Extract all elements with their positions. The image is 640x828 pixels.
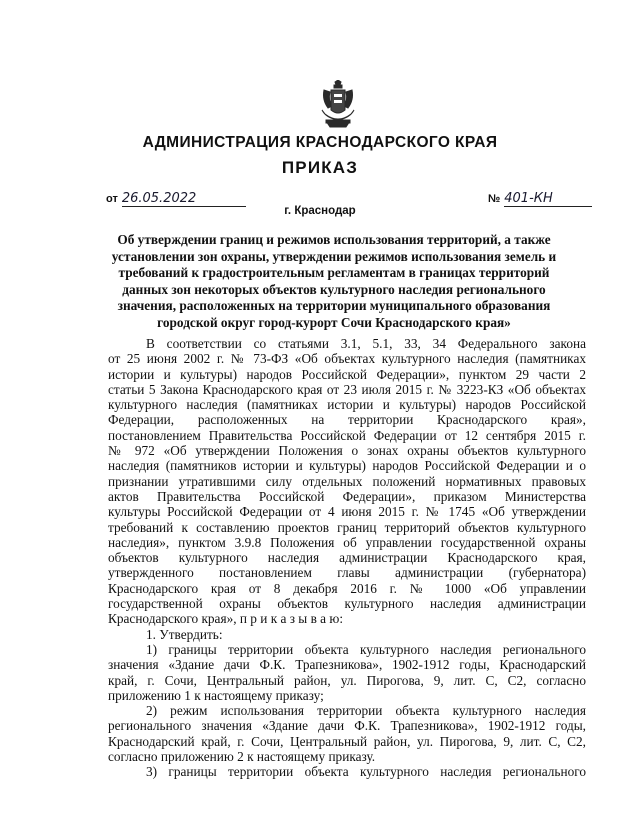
body-line: наследия (памятников истории и культуры) народов Российской Федерации и о (108, 458, 586, 474)
body-line: 1. Утвердить: (146, 626, 223, 642)
organization-name: АДМИНИСТРАЦИЯ КРАСНОДАРСКОГО КРАЯ (142, 134, 498, 151)
body-line: культуры Российской Федерации от 4 июня 2015 г. № 1745 «Об утверждении (108, 504, 586, 520)
body-line: 3) границы территории объекта культурного наследия регионального (146, 764, 586, 780)
body-line: статьи 5 Закона Краснодарского края от 23 июля 2015 г. № 3223-КЗ «Об объектах (108, 381, 586, 397)
body-line: истории и культуры) народов Российской Федерации», пунктом 29 части 2 (108, 366, 586, 382)
body-line: объектов культурного наследия администрации Краснодарского края, (108, 550, 586, 566)
title-line: данных зон некоторых объектов культурного наследия регионального (122, 281, 546, 297)
coat-of-arms-icon (318, 80, 358, 128)
document-body (108, 336, 586, 780)
body-line: Краснодарский край, г. Сочи, Центральный район, ул. Пирогова, 9, лит. С, С2, (108, 733, 586, 749)
number-prefix: № (488, 193, 501, 205)
body-line: край, г. Сочи, Центральный район, ул. Пирогова, 9, лит. С, С2, согласно (108, 672, 586, 688)
number-value: 401-КН (504, 191, 592, 207)
body-line: от 25 июня 2002 г. № 73-ФЗ «Об объектах культурного наследия (памятниках (108, 351, 586, 367)
title-line: значения, расположенных на территории муниципального образования (117, 298, 551, 313)
title-line: требований к градостроительным регламентам в границах территорий (118, 265, 550, 280)
body-line: Краснодарского края», п р и к а з ы в а ю: (108, 611, 344, 627)
body-line: приложению 1 к настоящему приказу; (108, 687, 324, 703)
date-value: 26.05.2022 (122, 191, 246, 207)
body-line: Федерации, расположенных на территории Краснодарского края», (108, 412, 586, 428)
body-line: постановлением Правительства Российской Федерации от 12 сентября 2015 г. (108, 427, 586, 443)
body-line: согласно приложению 2 к настоящему приказу. (108, 749, 376, 765)
body-line: культурного наследия (памятниках истории и культуры) народов Российской (108, 397, 586, 413)
body-line: 2) режим использования территории объекта культурного наследия (146, 703, 586, 719)
title-line: городской округ город-курорт Сочи Краснодарского края» (157, 314, 511, 330)
document-title (108, 232, 560, 331)
body-line: наследия», пунктом 3.9.8 Положения об управлении государственной охраны (108, 534, 586, 550)
body-line: 1) границы территории объекта культурного наследия регионального (146, 641, 586, 657)
body-line: регионального значения «Здание дачи Ф.К. Трапезникова», 1902-1912 годы, (108, 718, 586, 734)
body-line: утвержденного постановлением главы администрации (губернатора) (108, 565, 586, 581)
city: г. Краснодар (284, 205, 356, 217)
body-line: признании утратившими силу отдельных положений нормативных правовых (108, 473, 586, 489)
body-line: требований к составлению проектов границ территорий объектов культурного (108, 519, 586, 535)
body-line: государственной охраны объектов культурного наследия администрации (108, 596, 586, 612)
date-prefix: от (106, 193, 118, 205)
title-line: Об утверждении границ и режимов использования территорий, а также (117, 232, 551, 247)
document-type: ПРИКАЗ (281, 158, 359, 177)
body-line: актов Правительства Российской Федерации», приказом Министерства (108, 488, 586, 504)
body-line: Краснодарского края от 8 декабря 2016 г. № 1000 «Об управлении (108, 580, 586, 596)
body-line: В соответствии со статьями 3.1, 5.1, 33, 34 Федерального закона (146, 336, 586, 351)
body-line: № 972 «Об утверждении Положения о зонах охраны объектов культурного (108, 443, 586, 459)
title-line: установлении зон охраны, утверждении режимов использования земель и (111, 248, 557, 264)
body-line: значения «Здание дачи Ф.К. Трапезникова», 1902-1912 годы, Краснодарский (108, 657, 586, 673)
